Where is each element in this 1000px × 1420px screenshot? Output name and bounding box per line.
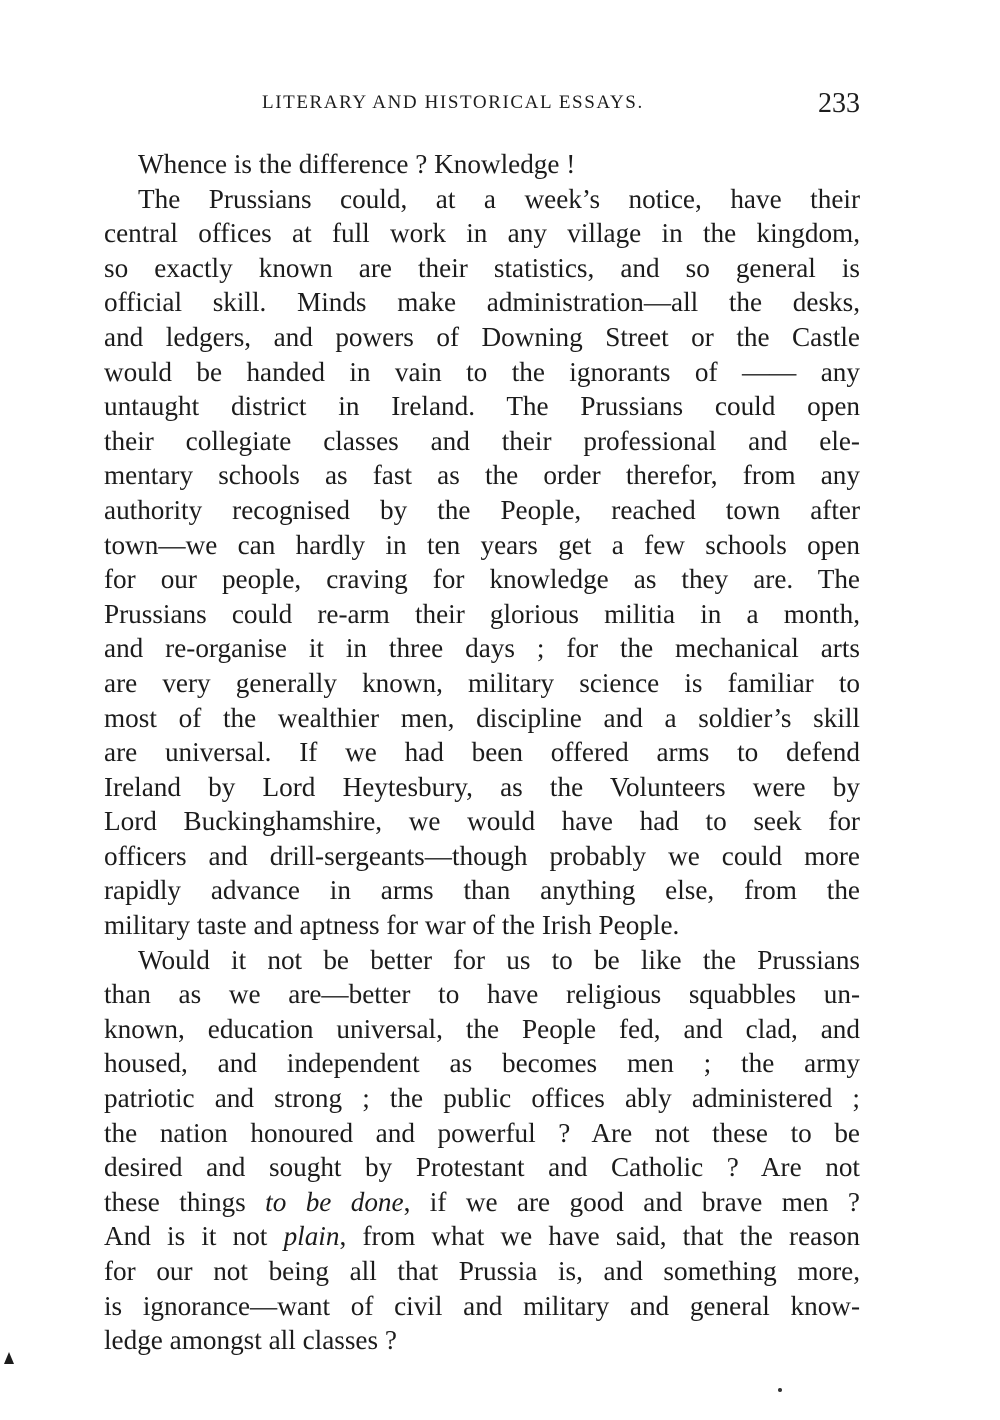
text-line: is ignorance—want of civil and military and general know- <box>104 1290 860 1321</box>
line-text-after: , from what we have said, that the reason <box>339 1221 860 1252</box>
body-text <box>104 147 860 1358</box>
line-text-before: And is it not <box>104 1221 284 1252</box>
text-line-with-italic <box>104 1219 860 1254</box>
italic-phrase: plain <box>283 1221 340 1252</box>
text-line: authority recognised by the People, reached town after <box>104 494 860 525</box>
text-line: officers and drill-sergeants—though probably we could more <box>104 840 860 871</box>
text-line: for our not being all that Prussia is, and something more, <box>104 1256 860 1286</box>
text-line: are universal. If we had been offered arms to defend <box>104 737 860 768</box>
text-line: The Prussians could, at a week’s notice, have their <box>138 183 860 214</box>
margin-arrow-mark <box>4 1352 14 1364</box>
text-line: their collegiate classes and their professional and ele- <box>104 425 860 456</box>
italic-phrase: to be done <box>265 1186 404 1217</box>
page-header <box>104 88 860 132</box>
text-line: rapidly advance in arms than anything else, from the <box>104 875 860 906</box>
text-line-with-italic <box>104 1185 860 1220</box>
text-line: mentary schools as fast as the order therefor, from any <box>104 460 860 491</box>
print-speck <box>778 1388 782 1392</box>
running-head: LITERARY AND HISTORICAL ESSAYS. <box>262 92 644 113</box>
text-line: patriotic and strong ; the public offices ably administered ; <box>104 1083 860 1114</box>
text-line: central offices at full work in any village in the kingdom, <box>104 218 860 249</box>
text-line: Whence is the difference ? Knowledge ! <box>138 149 576 179</box>
text-line: are very generally known, military science is familiar to <box>104 667 860 698</box>
text-line: town—we can hardly in ten years get a few schools open <box>104 529 860 560</box>
line-text-after: , if we are good and brave men ? <box>403 1186 860 1217</box>
page-number: 233 <box>818 88 860 119</box>
text-line: known, education universal, the People fed, and clad, and <box>104 1013 860 1044</box>
text-line: so exactly known are their statistics, and so general is <box>104 252 860 283</box>
text-line: most of the wealthier men, discipline and a soldier’s skill <box>104 702 860 733</box>
text-line: and re-organise it in three days ; for the mechanical arts <box>104 633 860 664</box>
text-line: desired and sought by Protestant and Catholic ? Are not <box>104 1152 860 1183</box>
text-line: Would it not be better for us to be like the Prussians <box>138 944 860 975</box>
line-text-before: these things <box>104 1186 266 1217</box>
text-line: military taste and aptness for war of the Irish People. <box>104 910 680 941</box>
text-line: Ireland by Lord Heytesbury, as the Volunteers were by <box>104 771 860 802</box>
text-line: and ledgers, and powers of Downing Street or the Castle <box>104 321 860 352</box>
text-line: the nation honoured and powerful ? Are not these to be <box>104 1117 860 1148</box>
text-line: housed, and independent as becomes men ; the army <box>104 1048 860 1079</box>
text-line: than as we are—better to have religious squabbles un- <box>104 979 860 1010</box>
text-line: for our people, craving for knowledge as they are. The <box>104 564 860 595</box>
text-line: Prussians could re-arm their glorious militia in a month, <box>104 598 860 629</box>
text-line: official skill. Minds make administration—all the desks, <box>104 287 860 318</box>
text-line: untaught district in Ireland. The Prussians could open <box>104 391 860 422</box>
text-line: Lord Buckinghamshire, we would have had to seek for <box>104 806 860 837</box>
text-line: would be handed in vain to the ignorants of —— any <box>104 356 860 387</box>
text-line: ledge amongst all classes ? <box>104 1325 397 1356</box>
